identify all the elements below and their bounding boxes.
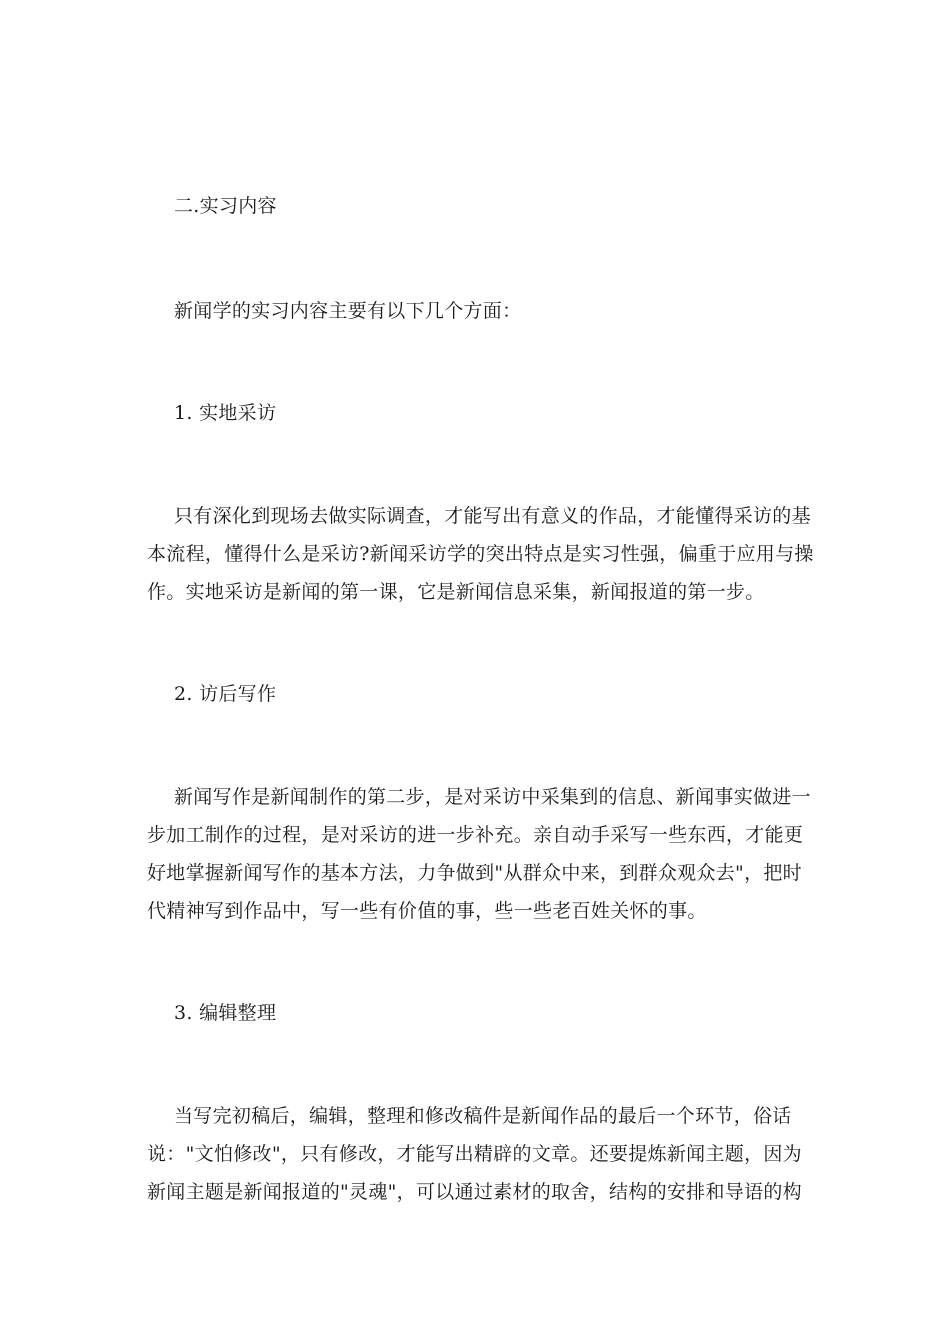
paragraph-1-line-2: 本流程，懂得什么是采访?新闻采访学的突出特点是实习性强，偏重于应用与操 bbox=[147, 543, 814, 565]
item-heading-1: 1. 实地采访 bbox=[174, 402, 277, 424]
intro-text: 新闻学的实习内容主要有以下几个方面： bbox=[174, 300, 522, 322]
paragraph-1-line-1: 只有深化到现场去做实际调查，才能写出有意义的作品，才能懂得采访的基 bbox=[174, 505, 811, 527]
item-heading-3: 3. 编辑整理 bbox=[174, 1002, 277, 1024]
item-heading-2: 2. 访后写作 bbox=[174, 683, 277, 705]
paragraph-2-line-1: 新闻写作是新闻制作的第二步，是对采访中采集到的信息、新闻事实做进一 bbox=[174, 786, 811, 808]
paragraph-2-line-4: 代精神写到作品中，写一些有价值的事，些一些老百姓关怀的事。 bbox=[147, 900, 707, 922]
paragraph-3-line-2: 说："文怕修改"，只有修改，才能写出精辟的文章。还要提炼新闻主题，因为 bbox=[147, 1143, 802, 1165]
paragraph-2-line-3: 好地掌握新闻写作的基本方法，力争做到"从群众中来，到群众观众去"，把时 bbox=[147, 862, 802, 884]
paragraph-3-line-1: 当写完初稿后，编辑，整理和修改稿件是新闻作品的最后一个环节，俗话 bbox=[174, 1105, 792, 1127]
paragraph-1-line-3: 作。实地采访是新闻的第一课，它是新闻信息采集，新闻报道的第一步。 bbox=[147, 581, 765, 603]
paragraph-2-line-2: 步加工制作的过程，是对采访的进一步补充。亲自动手采写一些东西，才能更 bbox=[147, 824, 804, 846]
section-title: 二.实习内容 bbox=[174, 195, 277, 217]
paragraph-3-line-3: 新闻主题是新闻报道的"灵魂"，可以通过素材的取舍，结构的安排和导语的构 bbox=[147, 1181, 802, 1203]
